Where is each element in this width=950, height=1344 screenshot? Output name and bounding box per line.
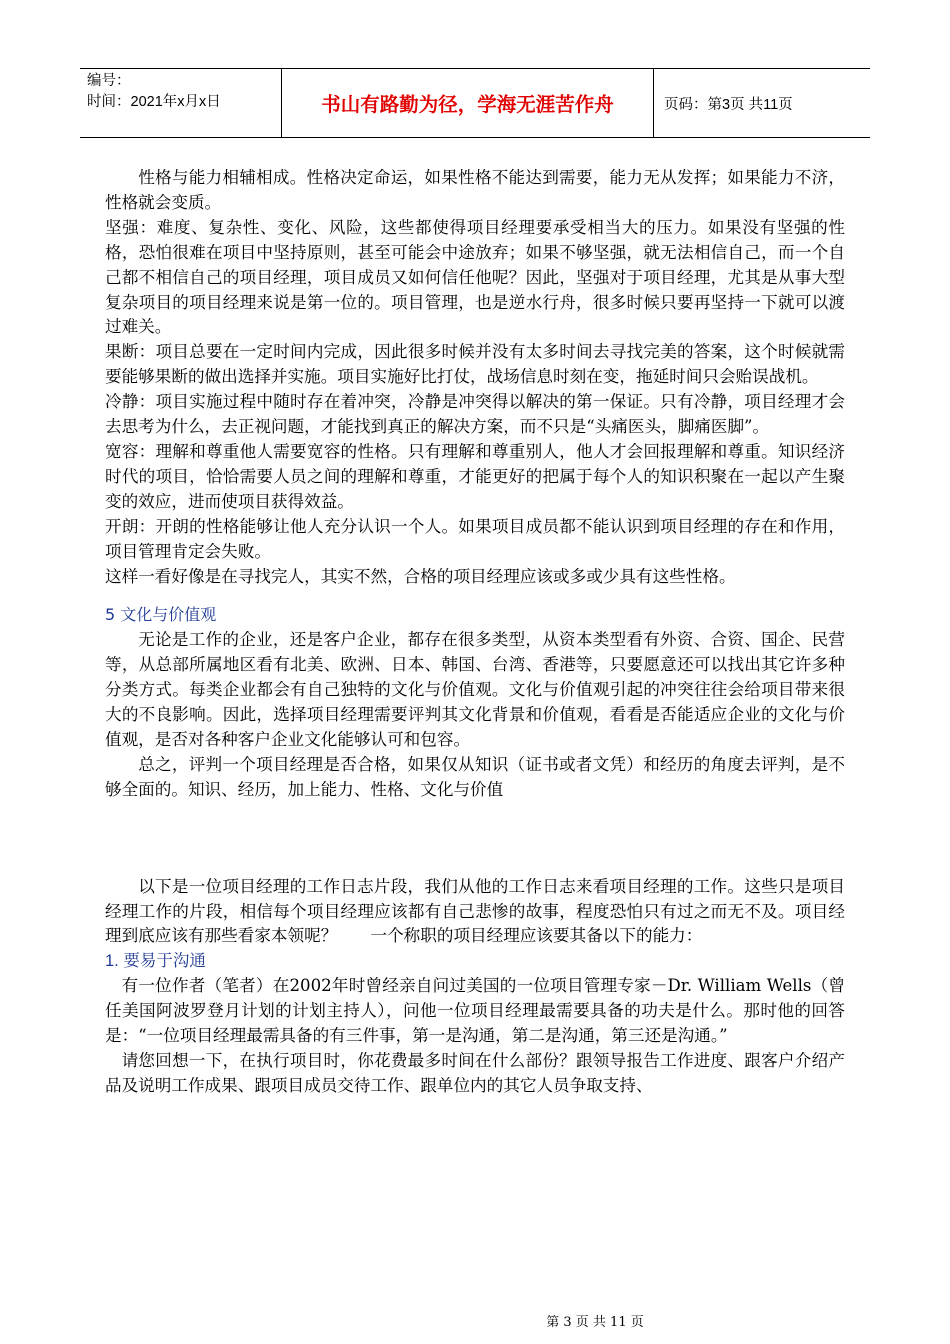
header-motto: 书山有路勤为径，学海无涯苦作舟 — [321, 93, 614, 116]
spacer — [105, 589, 845, 603]
paragraph-culture: 无论是工作的企业，还是客户企业，都存在很多类型，从资本类型看有外资、合资、国企、民营等，从总部所属地区看有北美、欧洲、日本、韩国、台湾、香港等，只要愿意还可以找出其它许多种分类方式。每类企业都会有自己独特的文化与价值观。文化与价值观引起的冲突往往会给项目带来很大的不良影响。因此，选择项目经理需要评判其文化背景和价值观，看看是否能适应企业的文化与价值观，是否对各种客户企业文化能够认可和包容。 — [105, 630, 845, 749]
header-motto-cell — [282, 69, 654, 137]
header-meta — [80, 69, 282, 137]
section-heading-communication: 1. 要易于沟通 — [105, 952, 206, 971]
document-number-label: 编号： — [87, 73, 131, 89]
document-header — [80, 68, 870, 138]
paragraph-reflection: 请您回想一下，在执行项目时，你花费最多时间在什么部份？跟领导报告工作进度、跟客户介绍产品及说明工作成果、跟项目成员交待工作、跟单位内的其它人员争取支持、 — [105, 1051, 845, 1095]
paragraph-cheerful: 开朗：开朗的性格能够让他人充分认识一个人。如果项目成员都不能认识到项目经理的存在和作用，项目管理肯定会失败。 — [105, 516, 845, 561]
paragraph-calm: 冷静：项目实施过程中随时存在着冲突，冷静是冲突得以解决的第一保证。只有冷静，项目经理才会去思考为什么，去正视问题，才能找到真正的解决方案，而不只是“头痛医头，脚痛医脚”。 — [105, 392, 845, 437]
paragraph-strong: 坚强：难度、复杂性、变化、风险，这些都使得项目经理要承受相当大的压力。如果没有坚强的性格，恐怕很难在项目中坚持原则，甚至可能会中途放弃；如果不够坚强，就无法相信自己，而一个自己都不相信自己的项目经理，项目成员又如何信任他呢？因此，坚强对于项目经理，尤其是从事大型复杂项目的项目经理来说是第一位的。项目管理，也是逆水行舟，很多时候只要再坚持一下就可以渡过难关。 — [105, 217, 845, 337]
document-body — [105, 166, 845, 1099]
paragraph-conclusion: 总之，评判一个项目经理是否合格，如果仅从知识（证书或者文凭）和经历的角度去评判，是不够全面的。知识、经历，加上能力、性格、文化与价值 — [105, 754, 845, 799]
document-time-label: 时间：2021年x月x日 — [87, 94, 221, 110]
paragraph-work-log: 以下是一位项目经理的工作日志片段，我们从他的工作日志来看项目经理的工作。这些只是项目经理工作的片段，相信每个项目经理应该都有自己悲惨的故事，程度恐怕只有过之而无不及。项目经理到底应该有那些看家本领呢？ 一个称职的项目经理应该要其备以下的能力： — [105, 876, 845, 946]
footer-page-number: 第 3 页 共 11 页 — [546, 1315, 644, 1330]
paragraph-expert-quote: 有一位作者（笔者）在2002年时曾经亲自问过美国的一位项目管理专家－Dr. William Wells（曾任美国阿波罗登月计划的计划主持人），问他一位项目经理最需要具备的功夫是什么。那时他的回答是：“一位项目经理最需具备的有三件事，第一是沟通，第二是沟通，第三还是沟通。” — [105, 976, 845, 1046]
paragraph-decisive: 果断：项目总要在一定时间内完成，因此很多时候并没有太多时间去寻找完美的答案，这个时候就需要能够果断的做出选择并实施。项目实施好比打仗，战场信息时刻在变，拖延时间只会贻误战机。 — [105, 342, 845, 387]
paragraph-tolerant: 宽容：理解和尊重他人需要宽容的性格。只有理解和尊重别人，他人才会回报理解和尊重。知识经济时代的项目，恰恰需要人员之间的理解和尊重，才能更好的把属于每个人的知识积聚在一起以产生聚变的效应，进而使项目获得效益。 — [105, 441, 845, 511]
section-heading-culture: 5 文化与价值观 — [105, 605, 217, 625]
page-footer — [0, 1311, 950, 1330]
paragraph-summary-traits: 这样一看好像是在寻找完人，其实不然，合格的项目经理应该或多或少具有这些性格。 — [105, 566, 736, 586]
header-page-info: 页码：第3页 共11页 — [664, 96, 793, 113]
paragraph-character-ability: 性格与能力相辅相成。性格决定命运，如果性格不能达到需要，能力无从发挥；如果能力不济，性格就会变质。 — [105, 168, 845, 212]
spacer — [105, 803, 845, 875]
